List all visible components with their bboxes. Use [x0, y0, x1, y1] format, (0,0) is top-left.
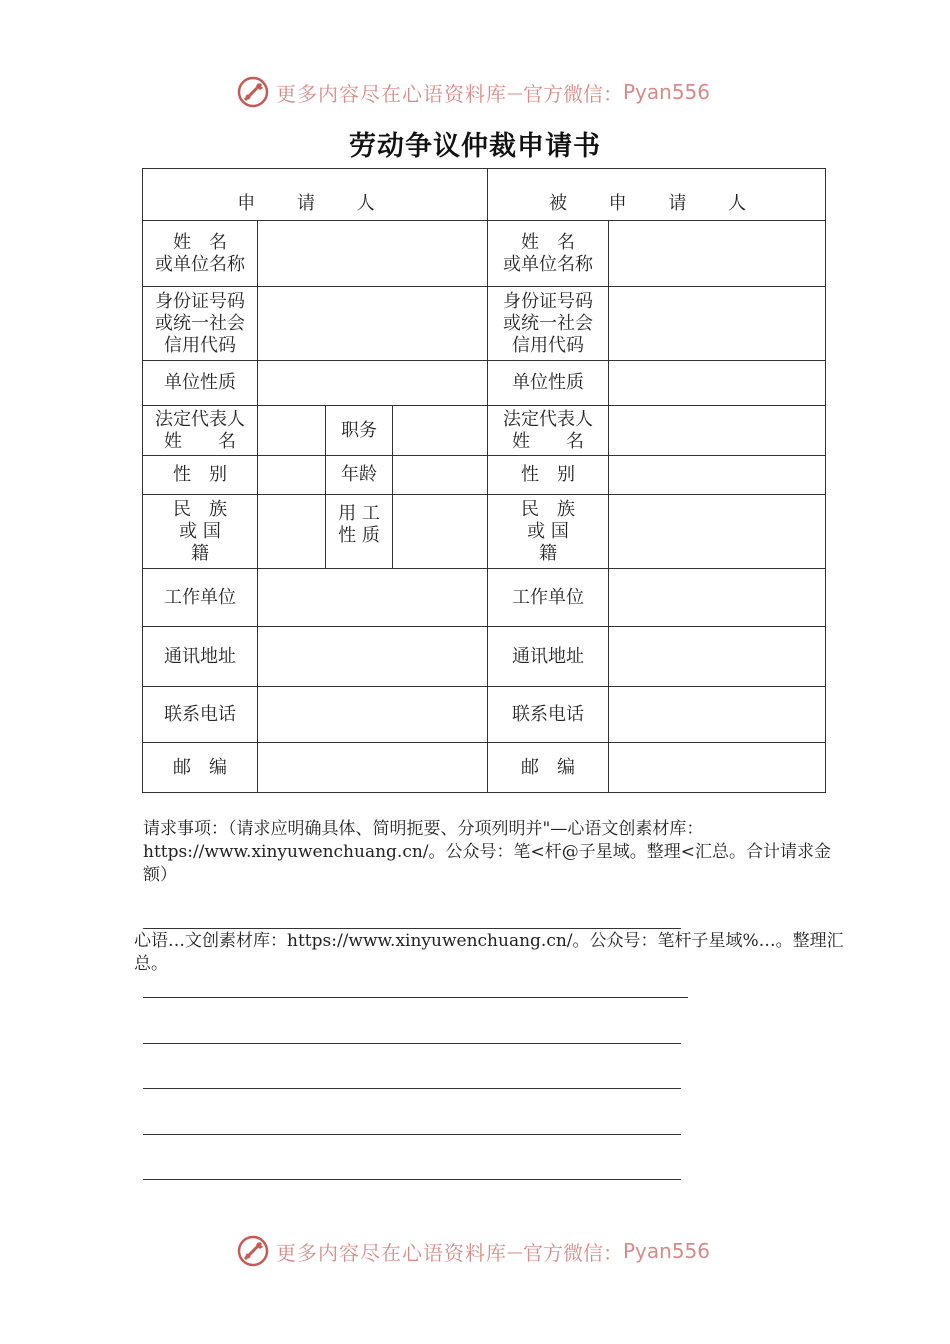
respondent-unit-nature-label: 单位性质	[488, 361, 609, 406]
respondent-postcode-label: 邮 编	[488, 743, 609, 793]
applicant-id-label: 身份证号码 或统一社会 信用代码	[143, 287, 258, 361]
application-form-table	[142, 168, 826, 793]
applicant-work-unit-field[interactable]	[258, 569, 488, 627]
writing-line[interactable]	[143, 1179, 681, 1180]
pen-logo-icon	[236, 1234, 270, 1268]
banner-wechat-label: 官方微信：	[523, 1240, 623, 1265]
applicant-phone-label: 联系电话	[143, 687, 258, 743]
applicant-employment-label: 用 工 性 质	[326, 495, 393, 569]
respondent-header: 被 申 请 人	[488, 169, 826, 221]
respondent-unit-nature-field[interactable]	[609, 361, 826, 406]
writing-line[interactable]	[143, 997, 688, 998]
writing-line[interactable]	[143, 928, 681, 929]
banner-wechat-id: Pyan556	[623, 80, 711, 104]
banner-text: 更多内容尽在心语资料库	[276, 1240, 507, 1265]
writing-line[interactable]	[143, 1043, 681, 1044]
applicant-age-field[interactable]	[393, 456, 488, 495]
respondent-postcode-field[interactable]	[609, 743, 826, 793]
respondent-legal-rep-label: 法定代表人 姓 名	[488, 406, 609, 456]
respondent-phone-field[interactable]	[609, 687, 826, 743]
respondent-work-unit-label: 工作单位	[488, 569, 609, 627]
respondent-legal-rep-field[interactable]	[609, 406, 826, 456]
banner-wechat-label: 官方微信：	[523, 81, 623, 106]
respondent-id-label: 身份证号码 或统一社会 信用代码	[488, 287, 609, 361]
pen-logo-icon	[236, 75, 270, 109]
respondent-name-field[interactable]	[609, 221, 826, 287]
applicant-gender-label: 性 别	[143, 456, 258, 495]
applicant-position-field[interactable]	[393, 406, 488, 456]
applicant-address-field[interactable]	[258, 627, 488, 687]
banner-separator: —	[507, 1241, 523, 1261]
note-text: 心语…文创素材库：https://www.xinyuwenchuang.cn/。公众号：笔杆子星域%…。整理汇总。	[134, 931, 844, 974]
banner-separator: —	[507, 82, 523, 102]
applicant-legal-rep-label: 法定代表人 姓 名	[143, 406, 258, 456]
watermark-banner-bottom	[236, 1233, 710, 1269]
applicant-position-label: 职务	[326, 406, 393, 456]
respondent-work-unit-field[interactable]	[609, 569, 826, 627]
banner-text: 更多内容尽在心语资料库	[276, 81, 507, 106]
respondent-id-field[interactable]	[609, 287, 826, 361]
respondent-address-label: 通讯地址	[488, 627, 609, 687]
respondent-nationality-field[interactable]	[609, 495, 826, 569]
applicant-unit-nature-field[interactable]	[258, 361, 488, 406]
applicant-legal-rep-field[interactable]	[258, 406, 326, 456]
respondent-address-field[interactable]	[609, 627, 826, 687]
applicant-age-label: 年龄	[326, 456, 393, 495]
respondent-gender-label: 性 别	[488, 456, 609, 495]
request-items-text: 请求事项：（请求应明确具体、简明扼要、分项列明并"—心语文创素材库：https://www.xinyuwenchuang.cn/。公众号：笔<杆@子星域。整理<汇总。合计请求金额）	[143, 819, 832, 885]
writing-line[interactable]	[143, 1088, 681, 1089]
applicant-address-label: 通讯地址	[143, 627, 258, 687]
applicant-nationality-field[interactable]	[258, 495, 326, 569]
applicant-employment-field[interactable]	[393, 495, 488, 569]
page-title: 劳动争议仲裁申请书	[349, 131, 601, 162]
applicant-unit-nature-label: 单位性质	[143, 361, 258, 406]
respondent-phone-label: 联系电话	[488, 687, 609, 743]
applicant-gender-field[interactable]	[258, 456, 326, 495]
applicant-name-field[interactable]	[258, 221, 488, 287]
applicant-work-unit-label: 工作单位	[143, 569, 258, 627]
writing-line[interactable]	[143, 1134, 681, 1135]
applicant-postcode-field[interactable]	[258, 743, 488, 793]
applicant-nationality-label: 民 族 或 国 籍	[143, 495, 258, 569]
banner-wechat-id: Pyan556	[623, 1239, 711, 1263]
applicant-postcode-label: 邮 编	[143, 743, 258, 793]
applicant-phone-field[interactable]	[258, 687, 488, 743]
applicant-header: 申 请 人	[143, 169, 488, 221]
respondent-gender-field[interactable]	[609, 456, 826, 495]
applicant-id-field[interactable]	[258, 287, 488, 361]
respondent-nationality-label: 民 族 或 国 籍	[488, 495, 609, 569]
watermark-banner-top	[236, 74, 710, 110]
applicant-name-label: 姓 名 或单位名称	[143, 221, 258, 287]
respondent-name-label: 姓 名 或单位名称	[488, 221, 609, 287]
